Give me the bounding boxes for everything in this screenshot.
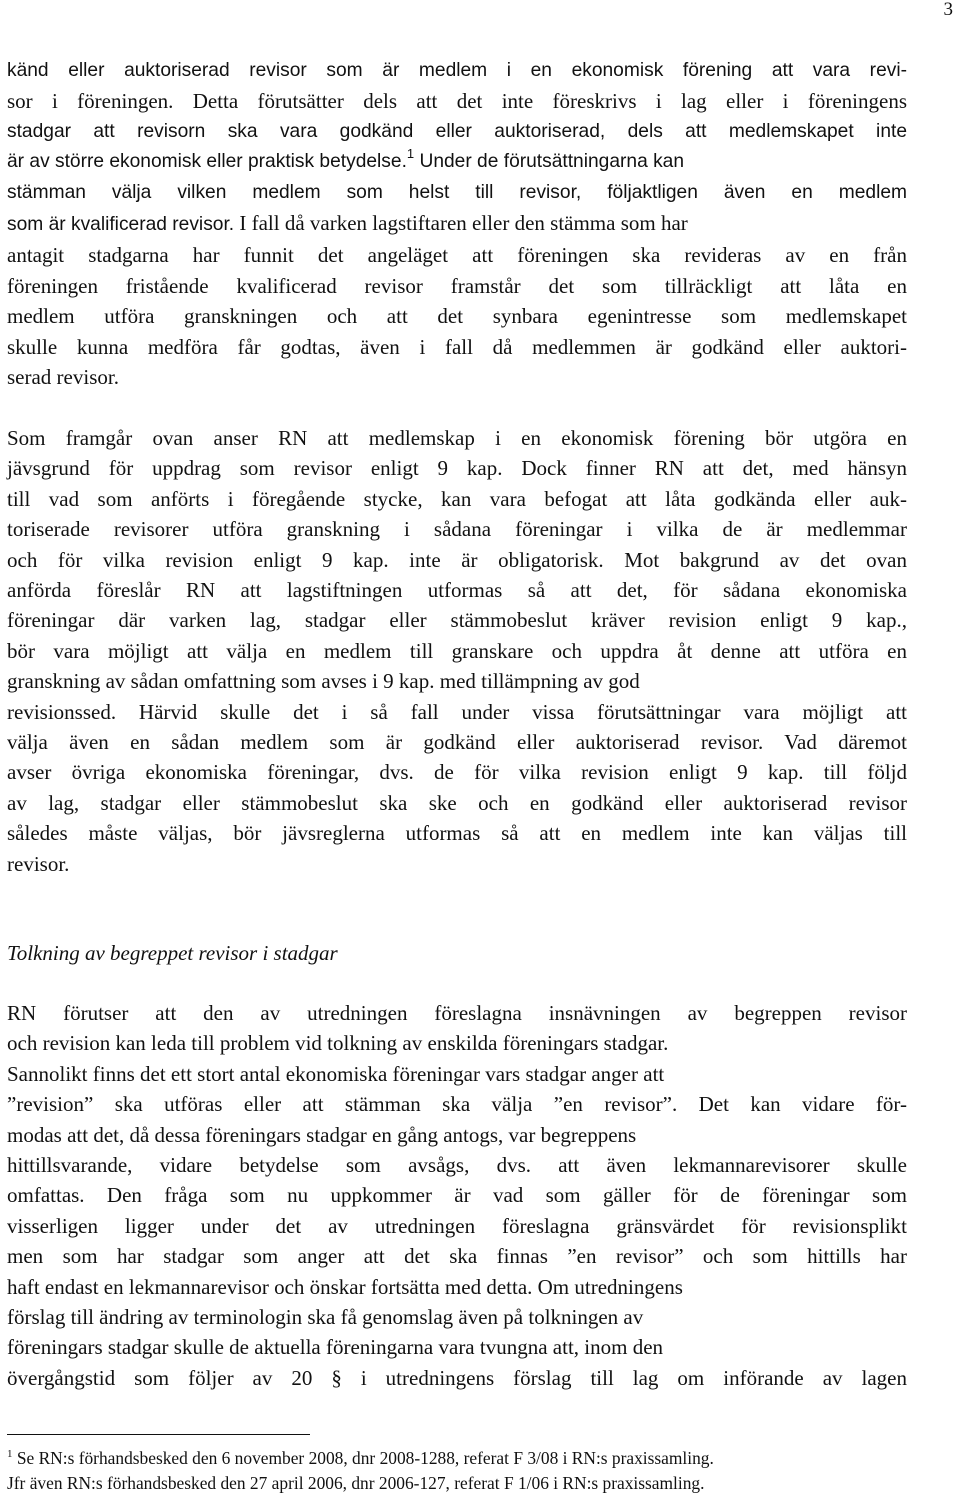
paragraph-2-line: således måste väljas, bör jävsreglerna utformas så att en medlem inte kan väljas till xyxy=(7,821,907,846)
paragraph-1-line: medlem utföra granskningen och att det synbara egenintresse som medlemskapet xyxy=(7,304,907,329)
footnote-text: Se RN:s förhandsbesked den 6 november 2008, dnr 2008-1288, referat F 3/08 i RN:s praxissamling. xyxy=(12,1448,714,1468)
paragraph-1-line xyxy=(7,147,907,177)
paragraph-2-line: föreningar där varken lag, stadgar eller stämmobeslut kräver revision enligt 9 kap., xyxy=(7,608,907,633)
paragraph-3-line: föreningars stadgar skulle de aktuella föreningarna vara tvungna att, inom den xyxy=(7,1335,664,1360)
paragraph-2 xyxy=(7,423,907,879)
paragraph-1-line: serad revisor. xyxy=(7,365,119,390)
paragraph-1-text: I fall då varken lagstiftaren eller den stämma som har xyxy=(234,211,688,236)
paragraph-3-line: RN förutser att den av utredningen föreslagna insnävningen av begreppen revisor xyxy=(7,1001,907,1025)
footnote xyxy=(7,1446,907,1496)
footnote-separator xyxy=(7,1434,310,1435)
paragraph-1-line: stadgar att revisorn ska vara godkänd eller auktoriserad, dels att medlemskapet inte xyxy=(7,120,907,142)
paragraph-3-line: men som har stadgar som anger att det ska finnas ”en revisor” och som hittills har xyxy=(7,1244,907,1269)
paragraph-3-line: förslag till ändring av terminologin ska få genomslag även på tolkningen av xyxy=(7,1305,644,1330)
paragraph-1-line: känd eller auktoriserad revisor som är medlem i en ekonomisk förening att vara revi- xyxy=(7,60,907,81)
paragraph-3-line: haft endast en lekmannarevisor och önskar fortsätta med detta. Om utredningens xyxy=(7,1274,683,1299)
paragraph-2-line: granskning av sådan omfattning som avses i 9 kap. med tillämpning av god xyxy=(7,669,640,694)
paragraph-3-line: modas att det, då dessa föreningars stadgar en gång antogs, var begreppens xyxy=(7,1122,637,1147)
paragraph-3-line: och revision kan leda till problem vid tolkning av enskilda föreningars stadgar. xyxy=(7,1031,669,1056)
footnote-mark: 1 xyxy=(7,1448,13,1460)
paragraph-1-line xyxy=(7,208,907,240)
paragraph-2-line: Som framgår ovan anser RN att medlemskap i en ekonomisk förening bör utgöra en xyxy=(7,426,907,450)
paragraph-3-line: omfattas. Den fråga som nu uppkommer är vad som gäller för de föreningar som xyxy=(7,1183,907,1208)
paragraph-1-line: föreningen fristående kvalificerad revisor framstår det som tillräckligt att låta en xyxy=(7,273,907,298)
paragraph-2-line: toriserade revisorer utföra granskning i sådana föreningar i vilka de är medlemmar xyxy=(7,517,907,542)
paragraph-1-text: som är kvalificerad revisor. xyxy=(7,214,235,236)
paragraph-3-line: övergångstid som följer av 20 § i utredningens förslag till lag om införande av lagen xyxy=(7,1365,907,1390)
paragraph-3-line: ”revision” ska utföras eller att stämman ska välja ”en revisor”. Det kan vidare för- xyxy=(7,1092,907,1117)
paragraph-2-line: till vad som anförts i föregående stycke, kan vara befogat att låta godkända eller auk- xyxy=(7,486,907,511)
paragraph-1-line: skulle kunna medföra får godtas, även i fall då medlemmen är godkänd eller auktori- xyxy=(7,334,907,359)
paragraph-1 xyxy=(7,56,907,392)
paragraph-2-line: revisor. xyxy=(7,851,70,876)
paragraph-1-line: antagit stadgarna har funnit det angeläget att föreningen ska revideras av en från xyxy=(7,243,907,268)
paragraph-1-text: är av större ekonomisk eller praktisk betydelse. xyxy=(7,151,407,173)
paragraph-3-line: Sannolikt finns det ett stort antal ekonomiska föreningar vars stadgar anger att xyxy=(7,1061,665,1086)
paragraph-1-line: sor i föreningen. Detta förutsätter dels att det inte föreskrivs i lag eller i föreningens xyxy=(7,89,907,114)
paragraph-2-line: revisionssed. Härvid skulle det i så fall under vissa förutsättningar vara möjligt att xyxy=(7,699,907,724)
paragraph-2-line: välja även en sådan medlem som är godkänd eller auktoriserad revisor. Vad däremot xyxy=(7,730,907,755)
footnote-reference: 1 xyxy=(406,146,415,162)
footnote-line: Jfr även RN:s förhandsbesked den 27 april 2006, dnr 2006-127, referat F 1/06 i RN:s praxissamling. xyxy=(7,1473,705,1493)
paragraph-2-line: avser övriga ekonomiska föreningar, dvs. de för vilka revision enligt 9 kap. till följd xyxy=(7,760,907,785)
paragraph-3-line: visserligen ligger under det av utredningen föreslagna gränsvärdet för revisionsplikt xyxy=(7,1213,907,1238)
paragraph-2-line: av lag, stadgar eller stämmobeslut ska ske och en godkänd eller auktoriserad revisor xyxy=(7,790,907,815)
footnote-line xyxy=(7,1446,907,1471)
paragraph-1-line: stämman välja vilken medlem som helst till revisor, följaktligen även en medlem xyxy=(7,181,907,203)
paragraph-2-line: och för vilka revision enligt 9 kap. inte är obligatorisk. Mot bakgrund av det ovan xyxy=(7,547,907,572)
paragraph-2-line: anförda föreslår RN att lagstiftningen utformas så att det, för sådana ekonomiska xyxy=(7,578,907,603)
paragraph-2-line: bör vara möjligt att välja en medlem till granskare och uppdra åt denne att utföra en xyxy=(7,638,907,663)
page-number: 3 xyxy=(943,0,953,20)
section-heading: Tolkning av begreppet revisor i stadgar xyxy=(7,941,338,965)
paragraph-2-line: jävsgrund för uppdrag som revisor enligt 9 kap. Dock finner RN att det, med hänsyn xyxy=(7,456,907,481)
paragraph-1-text: Under de förutsättningarna kan xyxy=(414,151,685,173)
paragraph-3 xyxy=(7,998,907,1393)
paragraph-3-line: hittillsvarande, vidare betydelse som avsågs, dvs. att även lekmannarevisorer skulle xyxy=(7,1153,907,1178)
